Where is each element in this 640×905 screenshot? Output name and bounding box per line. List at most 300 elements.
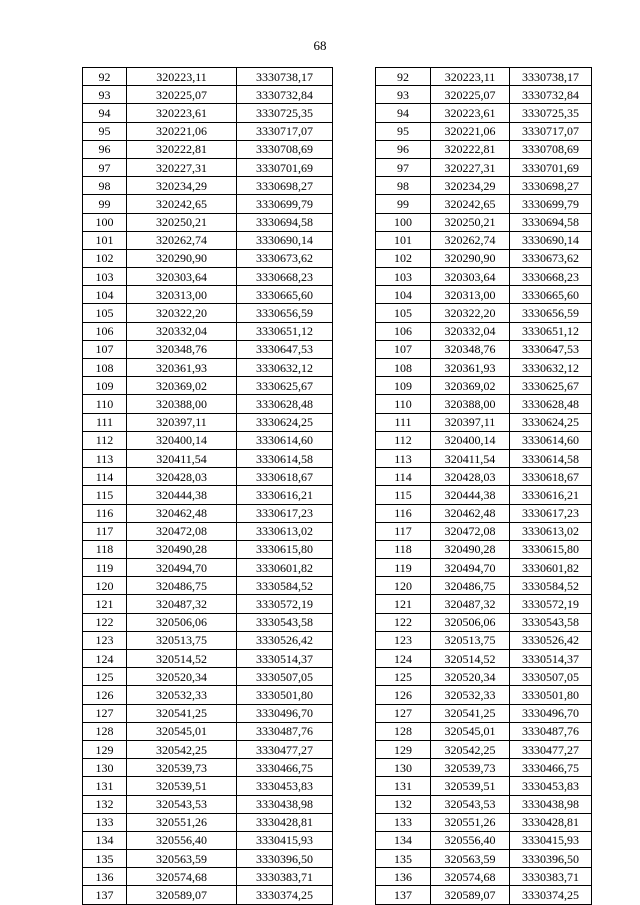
- y-coordinate-cell: 3330477,27: [510, 740, 592, 758]
- y-coordinate-cell: 3330507,05: [237, 668, 333, 686]
- table-row: [83, 449, 333, 467]
- y-coordinate-cell: 3330738,17: [510, 68, 592, 86]
- y-coordinate-cell: 3330647,53: [510, 340, 592, 358]
- table-row: [376, 122, 592, 140]
- table-row: [376, 759, 592, 777]
- x-coordinate-cell: 320223,61: [127, 104, 237, 122]
- table-row: [83, 195, 333, 213]
- x-coordinate-cell: 320388,00: [431, 395, 510, 413]
- y-coordinate-cell: 3330501,80: [237, 686, 333, 704]
- point-number-cell: 124: [83, 650, 127, 668]
- x-coordinate-cell: 320539,51: [431, 777, 510, 795]
- y-coordinate-cell: 3330690,14: [237, 231, 333, 249]
- y-coordinate-cell: 3330453,83: [237, 777, 333, 795]
- point-number-cell: 122: [376, 613, 431, 631]
- x-coordinate-cell: 320223,11: [431, 68, 510, 86]
- point-number-cell: 97: [376, 158, 431, 176]
- point-number-cell: 131: [376, 777, 431, 795]
- point-number-cell: 99: [83, 195, 127, 213]
- x-coordinate-cell: 320303,64: [127, 268, 237, 286]
- table-row: [376, 86, 592, 104]
- y-coordinate-cell: 3330665,60: [510, 286, 592, 304]
- table-row: [83, 286, 333, 304]
- x-coordinate-cell: 320520,34: [127, 668, 237, 686]
- table-row: [376, 540, 592, 558]
- y-coordinate-cell: 3330614,60: [510, 431, 592, 449]
- x-coordinate-cell: 320400,14: [127, 431, 237, 449]
- table-row: [83, 831, 333, 849]
- x-coordinate-cell: 320472,08: [127, 522, 237, 540]
- table-row: [376, 158, 592, 176]
- table-row: [83, 268, 333, 286]
- x-coordinate-cell: 320234,29: [127, 177, 237, 195]
- y-coordinate-cell: 3330453,83: [510, 777, 592, 795]
- table-row: [83, 213, 333, 231]
- table-body-left: [83, 68, 333, 905]
- table-row: [83, 104, 333, 122]
- point-number-cell: 121: [83, 595, 127, 613]
- x-coordinate-cell: 320541,25: [127, 704, 237, 722]
- x-coordinate-cell: 320322,20: [431, 304, 510, 322]
- point-number-cell: 125: [376, 668, 431, 686]
- table-row: [376, 177, 592, 195]
- table-row: [376, 104, 592, 122]
- y-coordinate-cell: 3330507,05: [510, 668, 592, 686]
- point-number-cell: 122: [83, 613, 127, 631]
- x-coordinate-cell: 320428,03: [431, 468, 510, 486]
- point-number-cell: 136: [376, 868, 431, 886]
- table-row: [83, 631, 333, 649]
- x-coordinate-cell: 320539,73: [127, 759, 237, 777]
- y-coordinate-cell: 3330396,50: [510, 850, 592, 868]
- x-coordinate-cell: 320411,54: [431, 449, 510, 467]
- y-coordinate-cell: 3330477,27: [237, 740, 333, 758]
- table-row: [83, 231, 333, 249]
- point-number-cell: 94: [83, 104, 127, 122]
- table-row: [83, 759, 333, 777]
- point-number-cell: 109: [376, 377, 431, 395]
- x-coordinate-cell: 320223,61: [431, 104, 510, 122]
- point-number-cell: 130: [376, 759, 431, 777]
- point-number-cell: 102: [376, 249, 431, 267]
- table-row: [83, 359, 333, 377]
- point-number-cell: 115: [83, 486, 127, 504]
- point-number-cell: 96: [376, 140, 431, 158]
- y-coordinate-cell: 3330625,67: [237, 377, 333, 395]
- point-number-cell: 109: [83, 377, 127, 395]
- x-coordinate-cell: 320225,07: [431, 86, 510, 104]
- point-number-cell: 92: [376, 68, 431, 86]
- y-coordinate-cell: 3330624,25: [237, 413, 333, 431]
- y-coordinate-cell: 3330673,62: [237, 249, 333, 267]
- x-coordinate-cell: 320556,40: [127, 831, 237, 849]
- point-number-cell: 110: [376, 395, 431, 413]
- point-number-cell: 104: [83, 286, 127, 304]
- table-row: [83, 158, 333, 176]
- table-row: [376, 668, 592, 686]
- y-coordinate-cell: 3330496,70: [237, 704, 333, 722]
- point-number-cell: 99: [376, 195, 431, 213]
- x-coordinate-cell: 320221,06: [431, 122, 510, 140]
- point-number-cell: 125: [83, 668, 127, 686]
- point-number-cell: 124: [376, 650, 431, 668]
- y-coordinate-cell: 3330617,23: [510, 504, 592, 522]
- point-number-cell: 129: [83, 740, 127, 758]
- point-number-cell: 127: [83, 704, 127, 722]
- table-row: [83, 177, 333, 195]
- table-row: [83, 595, 333, 613]
- point-number-cell: 102: [83, 249, 127, 267]
- x-coordinate-cell: 320563,59: [127, 850, 237, 868]
- point-number-cell: 93: [376, 86, 431, 104]
- x-coordinate-cell: 320397,11: [127, 413, 237, 431]
- x-coordinate-cell: 320242,65: [431, 195, 510, 213]
- table-row: [376, 613, 592, 631]
- y-coordinate-cell: 3330673,62: [510, 249, 592, 267]
- x-coordinate-cell: 320262,74: [431, 231, 510, 249]
- y-coordinate-cell: 3330601,82: [510, 559, 592, 577]
- x-coordinate-cell: 320506,06: [431, 613, 510, 631]
- point-number-cell: 100: [376, 213, 431, 231]
- y-coordinate-cell: 3330708,69: [510, 140, 592, 158]
- y-coordinate-cell: 3330396,50: [237, 850, 333, 868]
- y-coordinate-cell: 3330496,70: [510, 704, 592, 722]
- x-coordinate-cell: 320542,25: [127, 740, 237, 758]
- table-row: [83, 486, 333, 504]
- x-coordinate-cell: 320541,25: [431, 704, 510, 722]
- x-coordinate-cell: 320234,29: [431, 177, 510, 195]
- table-row: [376, 231, 592, 249]
- x-coordinate-cell: 320539,73: [431, 759, 510, 777]
- y-coordinate-cell: 3330701,69: [237, 158, 333, 176]
- x-coordinate-cell: 320542,25: [431, 740, 510, 758]
- x-coordinate-cell: 320520,34: [431, 668, 510, 686]
- x-coordinate-cell: 320486,75: [127, 577, 237, 595]
- y-coordinate-cell: 3330614,60: [237, 431, 333, 449]
- x-coordinate-cell: 320444,38: [431, 486, 510, 504]
- table-row: [376, 286, 592, 304]
- x-coordinate-cell: 320487,32: [127, 595, 237, 613]
- y-coordinate-cell: 3330690,14: [510, 231, 592, 249]
- x-coordinate-cell: 320574,68: [127, 868, 237, 886]
- point-number-cell: 118: [83, 540, 127, 558]
- point-number-cell: 115: [376, 486, 431, 504]
- x-coordinate-cell: 320545,01: [127, 722, 237, 740]
- x-coordinate-cell: 320227,31: [431, 158, 510, 176]
- y-coordinate-cell: 3330543,58: [510, 613, 592, 631]
- point-number-cell: 95: [83, 122, 127, 140]
- y-coordinate-cell: 3330699,79: [510, 195, 592, 213]
- point-number-cell: 111: [376, 413, 431, 431]
- point-number-cell: 94: [376, 104, 431, 122]
- point-number-cell: 110: [83, 395, 127, 413]
- x-coordinate-cell: 320551,26: [127, 813, 237, 831]
- y-coordinate-cell: 3330615,80: [510, 540, 592, 558]
- x-coordinate-cell: 320397,11: [431, 413, 510, 431]
- point-number-cell: 121: [376, 595, 431, 613]
- table-row: [376, 468, 592, 486]
- x-coordinate-cell: 320332,04: [127, 322, 237, 340]
- point-number-cell: 105: [376, 304, 431, 322]
- y-coordinate-cell: 3330428,81: [237, 813, 333, 831]
- table-row: [376, 686, 592, 704]
- table-row: [376, 395, 592, 413]
- x-coordinate-cell: 320332,04: [431, 322, 510, 340]
- point-number-cell: 120: [376, 577, 431, 595]
- y-coordinate-cell: 3330701,69: [510, 158, 592, 176]
- x-coordinate-cell: 320250,21: [431, 213, 510, 231]
- point-number-cell: 114: [83, 468, 127, 486]
- table-row: [376, 68, 592, 86]
- x-coordinate-cell: 320444,38: [127, 486, 237, 504]
- table-row: [376, 740, 592, 758]
- y-coordinate-cell: 3330584,52: [510, 577, 592, 595]
- point-number-cell: 104: [376, 286, 431, 304]
- point-number-cell: 106: [83, 322, 127, 340]
- point-number-cell: 126: [83, 686, 127, 704]
- x-coordinate-cell: 320487,32: [431, 595, 510, 613]
- y-coordinate-cell: 3330651,12: [510, 322, 592, 340]
- x-coordinate-cell: 320494,70: [431, 559, 510, 577]
- table-row: [83, 522, 333, 540]
- x-coordinate-cell: 320490,28: [127, 540, 237, 558]
- point-number-cell: 133: [83, 813, 127, 831]
- point-number-cell: 95: [376, 122, 431, 140]
- x-coordinate-cell: 320361,93: [431, 359, 510, 377]
- x-coordinate-cell: 320322,20: [127, 304, 237, 322]
- y-coordinate-cell: 3330615,80: [237, 540, 333, 558]
- table-row: [376, 559, 592, 577]
- point-number-cell: 118: [376, 540, 431, 558]
- table-row: [376, 431, 592, 449]
- y-coordinate-cell: 3330725,35: [237, 104, 333, 122]
- point-number-cell: 107: [83, 340, 127, 358]
- table-row: [376, 722, 592, 740]
- table-row: [376, 359, 592, 377]
- point-number-cell: 134: [83, 831, 127, 849]
- table-row: [83, 795, 333, 813]
- point-number-cell: 128: [376, 722, 431, 740]
- x-coordinate-cell: 320486,75: [431, 577, 510, 595]
- table-row: [83, 249, 333, 267]
- x-coordinate-cell: 320589,07: [431, 886, 510, 904]
- table-row: [376, 650, 592, 668]
- point-number-cell: 97: [83, 158, 127, 176]
- table-row: [83, 540, 333, 558]
- y-coordinate-cell: 3330668,23: [510, 268, 592, 286]
- table-row: [376, 704, 592, 722]
- y-coordinate-cell: 3330438,98: [237, 795, 333, 813]
- y-coordinate-cell: 3330624,25: [510, 413, 592, 431]
- point-number-cell: 117: [376, 522, 431, 540]
- table-row: [376, 486, 592, 504]
- point-number-cell: 107: [376, 340, 431, 358]
- point-number-cell: 113: [376, 449, 431, 467]
- y-coordinate-cell: 3330514,37: [237, 650, 333, 668]
- x-coordinate-cell: 320543,53: [431, 795, 510, 813]
- y-coordinate-cell: 3330601,82: [237, 559, 333, 577]
- y-coordinate-cell: 3330487,76: [510, 722, 592, 740]
- table-row: [376, 886, 592, 904]
- table-row: [83, 850, 333, 868]
- point-number-cell: 137: [376, 886, 431, 904]
- y-coordinate-cell: 3330628,48: [237, 395, 333, 413]
- x-coordinate-cell: 320494,70: [127, 559, 237, 577]
- point-number-cell: 113: [83, 449, 127, 467]
- table-row: [376, 795, 592, 813]
- x-coordinate-cell: 320551,26: [431, 813, 510, 831]
- table-row: [83, 468, 333, 486]
- x-coordinate-cell: 320556,40: [431, 831, 510, 849]
- y-coordinate-cell: 3330698,27: [237, 177, 333, 195]
- y-coordinate-cell: 3330618,67: [510, 468, 592, 486]
- y-coordinate-cell: 3330732,84: [237, 86, 333, 104]
- x-coordinate-cell: 320545,01: [431, 722, 510, 740]
- point-number-cell: 135: [376, 850, 431, 868]
- y-coordinate-cell: 3330725,35: [510, 104, 592, 122]
- point-number-cell: 111: [83, 413, 127, 431]
- table-row: [83, 704, 333, 722]
- x-coordinate-cell: 320369,02: [127, 377, 237, 395]
- point-number-cell: 126: [376, 686, 431, 704]
- point-number-cell: 101: [83, 231, 127, 249]
- y-coordinate-cell: 3330514,37: [510, 650, 592, 668]
- table-row: [376, 140, 592, 158]
- y-coordinate-cell: 3330383,71: [510, 868, 592, 886]
- table-row: [83, 395, 333, 413]
- y-coordinate-cell: 3330665,60: [237, 286, 333, 304]
- x-coordinate-cell: 320428,03: [127, 468, 237, 486]
- y-coordinate-cell: 3330526,42: [237, 631, 333, 649]
- table-row: [83, 140, 333, 158]
- page-number: 68: [313, 38, 327, 53]
- x-coordinate-cell: 320222,81: [127, 140, 237, 158]
- x-coordinate-cell: 320462,48: [127, 504, 237, 522]
- table-row: [376, 249, 592, 267]
- x-coordinate-cell: 320532,33: [431, 686, 510, 704]
- table-row: [83, 504, 333, 522]
- x-coordinate-cell: 320490,28: [431, 540, 510, 558]
- point-number-cell: 132: [83, 795, 127, 813]
- x-coordinate-cell: 320400,14: [431, 431, 510, 449]
- y-coordinate-cell: 3330617,23: [237, 504, 333, 522]
- table-row: [83, 322, 333, 340]
- table-row: [376, 504, 592, 522]
- table-row: [83, 559, 333, 577]
- point-number-cell: 132: [376, 795, 431, 813]
- point-number-cell: 112: [376, 431, 431, 449]
- x-coordinate-cell: 320313,00: [127, 286, 237, 304]
- x-coordinate-cell: 320290,90: [431, 249, 510, 267]
- table-row: [376, 831, 592, 849]
- table-row: [83, 813, 333, 831]
- table-row: [83, 886, 333, 904]
- x-coordinate-cell: 320513,75: [431, 631, 510, 649]
- table-row: [376, 322, 592, 340]
- y-coordinate-cell: 3330625,67: [510, 377, 592, 395]
- y-coordinate-cell: 3330717,07: [237, 122, 333, 140]
- y-coordinate-cell: 3330374,25: [237, 886, 333, 904]
- y-coordinate-cell: 3330694,58: [510, 213, 592, 231]
- x-coordinate-cell: 320223,11: [127, 68, 237, 86]
- y-coordinate-cell: 3330415,93: [510, 831, 592, 849]
- x-coordinate-cell: 320250,21: [127, 213, 237, 231]
- table-row: [83, 722, 333, 740]
- point-number-cell: 108: [376, 359, 431, 377]
- point-number-cell: 117: [83, 522, 127, 540]
- table-row: [83, 650, 333, 668]
- y-coordinate-cell: 3330738,17: [237, 68, 333, 86]
- table-row: [83, 577, 333, 595]
- point-number-cell: 105: [83, 304, 127, 322]
- x-coordinate-cell: 320388,00: [127, 395, 237, 413]
- table-row: [376, 195, 592, 213]
- point-number-cell: 137: [83, 886, 127, 904]
- y-coordinate-cell: 3330613,02: [510, 522, 592, 540]
- y-coordinate-cell: 3330616,21: [510, 486, 592, 504]
- table-row: [83, 413, 333, 431]
- point-number-cell: 116: [376, 504, 431, 522]
- table-row: [376, 777, 592, 795]
- x-coordinate-cell: 320462,48: [431, 504, 510, 522]
- y-coordinate-cell: 3330613,02: [237, 522, 333, 540]
- table-row: [83, 668, 333, 686]
- x-coordinate-cell: 320227,31: [127, 158, 237, 176]
- x-coordinate-cell: 320472,08: [431, 522, 510, 540]
- y-coordinate-cell: 3330415,93: [237, 831, 333, 849]
- x-coordinate-cell: 320242,65: [127, 195, 237, 213]
- table-row: [376, 413, 592, 431]
- table-row: [83, 68, 333, 86]
- y-coordinate-cell: 3330632,12: [237, 359, 333, 377]
- x-coordinate-cell: 320369,02: [431, 377, 510, 395]
- table-row: [376, 631, 592, 649]
- table-row: [376, 213, 592, 231]
- y-coordinate-cell: 3330614,58: [510, 449, 592, 467]
- table-row: [83, 777, 333, 795]
- x-coordinate-cell: 320514,52: [431, 650, 510, 668]
- point-number-cell: 116: [83, 504, 127, 522]
- point-number-cell: 131: [83, 777, 127, 795]
- table-row: [83, 340, 333, 358]
- y-coordinate-cell: 3330614,58: [237, 449, 333, 467]
- table-row: [376, 522, 592, 540]
- point-number-cell: 127: [376, 704, 431, 722]
- table-row: [83, 868, 333, 886]
- point-number-cell: 119: [83, 559, 127, 577]
- table-row: [376, 377, 592, 395]
- y-coordinate-cell: 3330618,67: [237, 468, 333, 486]
- point-number-cell: 101: [376, 231, 431, 249]
- point-number-cell: 123: [376, 631, 431, 649]
- point-number-cell: 130: [83, 759, 127, 777]
- coordinates-table-right: [375, 67, 592, 905]
- y-coordinate-cell: 3330632,12: [510, 359, 592, 377]
- x-coordinate-cell: 320348,76: [431, 340, 510, 358]
- table-row: [376, 595, 592, 613]
- table-row: [376, 449, 592, 467]
- y-coordinate-cell: 3330438,98: [510, 795, 592, 813]
- y-coordinate-cell: 3330487,76: [237, 722, 333, 740]
- point-number-cell: 92: [83, 68, 127, 86]
- point-number-cell: 120: [83, 577, 127, 595]
- y-coordinate-cell: 3330383,71: [237, 868, 333, 886]
- point-number-cell: 100: [83, 213, 127, 231]
- table-row: [83, 86, 333, 104]
- x-coordinate-cell: 320543,53: [127, 795, 237, 813]
- x-coordinate-cell: 320222,81: [431, 140, 510, 158]
- y-coordinate-cell: 3330526,42: [510, 631, 592, 649]
